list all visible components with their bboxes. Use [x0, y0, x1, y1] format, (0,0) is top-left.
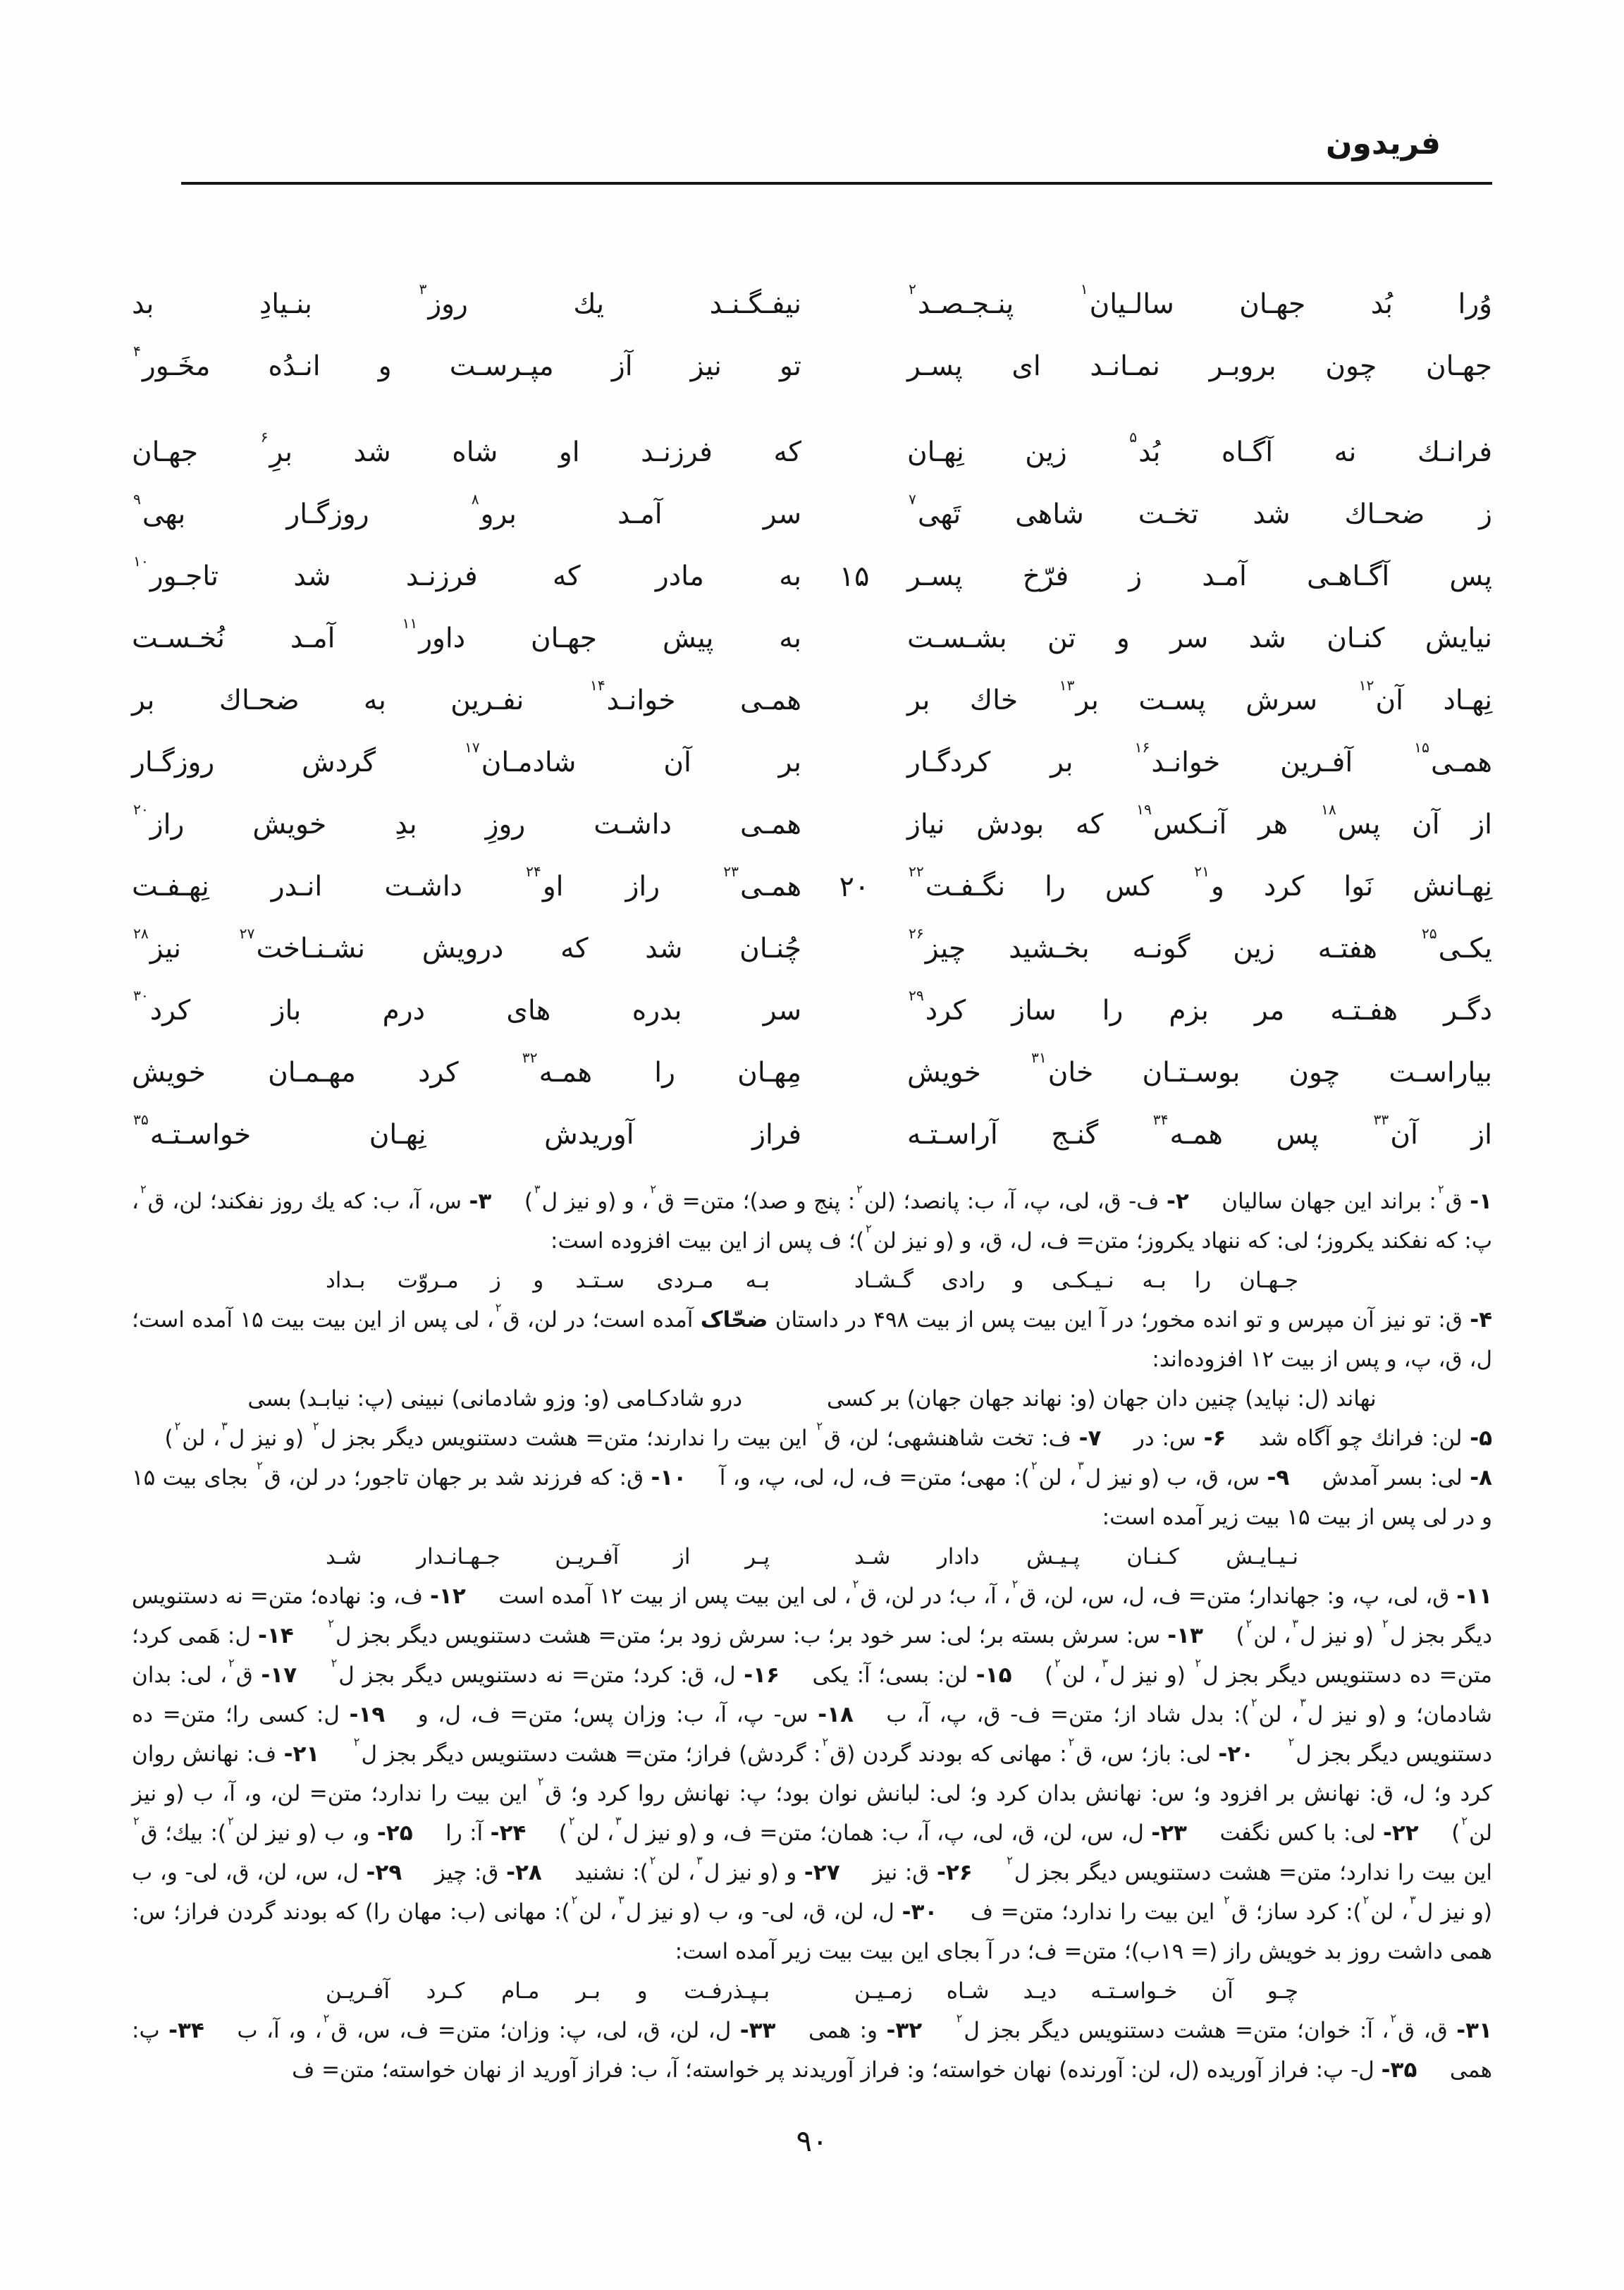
- verse-row: [132, 1104, 1492, 1166]
- poem: [132, 274, 1492, 1166]
- verse-row: [132, 794, 1492, 856]
- couplet-number: ۱۵: [839, 561, 870, 593]
- footnote-verse: [132, 1971, 1492, 2011]
- footnote-paragraph: ۳۱- ق، ق$^۲$، آ: خوان؛ متن= هشت دستنویس دیگر بجز ل$^۲$ ۳۲- و: همی ۳۳- ل، لن، ق، لی، پ: وزان؛ متن= ف، س، ق$^۲$، و، آ، ب ۳۴- پ: همی ۳۵- ل- پ: فراز آوریده (ل، لن: آورنده) نهان خواسته؛ و: فراز آوریدند پر خواسته؛ آ، ب: فراز آورید از نهان خواسته؛ متن= ف: [132, 2012, 1492, 2083]
- hemistich-first: دگـر هفـتـه مر بزم را ساز كرد$^{۲۹}$: [909, 986, 1492, 1027]
- stanza-gap: [132, 398, 1492, 422]
- verse-row: [132, 670, 1492, 732]
- footnote-ref: ۴: [133, 342, 141, 360]
- footnote-verse-hemistich-first: چـو آن خـواسـتـه دیـد شـاه زمـیـن: [854, 1978, 1298, 2004]
- footnote-ref: ۳۲: [522, 1048, 538, 1066]
- footnote-ref: ۳۱: [1031, 1048, 1047, 1066]
- hemistich-second: بر آن شادمـان$^{۱۷}$ گردش روزگـار: [132, 738, 801, 778]
- hemistich-second: به پیش جهـان داور$^{۱۱}$ آمـد نُخـسـت: [132, 614, 801, 654]
- footnote-ref: ۱۴: [589, 676, 605, 694]
- footnote-ref: ۳۴: [1152, 1110, 1169, 1128]
- hemistich-second: همـی داشـت روزِ بدِ خویش راز$^{۲۰}$: [133, 800, 801, 840]
- footnote-ref: ۳۰: [133, 986, 149, 1004]
- footnote-verse: [132, 1261, 1492, 1300]
- footnote-ref: ۱۲: [1358, 676, 1374, 694]
- footnote-verse-hemistich-second: پـر از آفـریـن جـهـانـدار شـد: [326, 1544, 770, 1569]
- page-number: ۹۰: [796, 2124, 828, 2158]
- verse-row: [132, 336, 1492, 398]
- footnote-ref: ۲۶: [909, 924, 924, 942]
- footnote-ref: ۲۳: [723, 862, 739, 880]
- hemistich-first: پس آگـاهـی آمـد ز فرّخ پسـر: [907, 561, 1492, 592]
- verse-row: [132, 856, 1492, 918]
- hemistich-second: كه فرزنـد او شاه شد برِ$^۶$ جهـان: [132, 428, 801, 468]
- footnote-ref: ۲۲: [909, 862, 924, 880]
- footnote-ref: ۲۹: [909, 986, 924, 1004]
- footnote-paragraph: ۱۱- ق، لی، پ، و: جهاندار؛ متن= ف، ل، س، لن، ق$^۲$، آ، ب؛ در لن، ق$^۲$، لی این بیت پس از بیت ۱۲ آمده است ۱۲- ف، و: نهاده؛ متن= نه دستنویس دیگر بجز ل$^۲$ (و نیز ل$^۳$، لن$^۲$) ۱۳- س: سرش بسته بر؛ لی: سر خود بر؛ ب: سرش زود بر؛ متن= هشت دستنویس دیگر بجز ل$^۲$ ۱۴- ل: هَمی كرد؛ متن= ده دستنویس دیگر بجز ل$^۲$ (و نیز ل$^۳$، لن$^۲$) ۱۵- لن: بسی؛ آ: یكی ۱۶- ل، ق: كرد؛ متن= نه دستنویس دیگر بجز ل$^۲$ ۱۷- ق$^۲$، لی: بدان شادمان؛ و (و نیز ل$^۳$، لن$^۲$): بدل شاد از؛ متن= ف- ق، پ، آ، ب ۱۸- س- پ، آ، ب: وزان پس؛ متن= ف، ل، و ۱۹- ل: كسی را؛ متن= ده دستنویس دیگر بجز ل$^۲$ ۲۰- لی: باز؛ س، ق$^۲$: مهانی كه بودند گردن (ق$^۲$: گردش) فراز؛ متن= هشت دستنویس دیگر بجز ل$^۲$ ۲۱- ف: نهانش روان كرد و؛ ل، ق: نهانش بر افزود و؛ س: نهانش بدان كرد و؛ لی: لبانش نوان بود؛ پ: نهانش روا كرد و؛ ق$^۲$ این بیت را ندارد؛ متن= لن، و، آ، ب (و نیز لن$^۲$) ۲۲- لی: با كس نگفت ۲۳- ل، س، لن، ق، لی، پ، آ، ب: همان؛ متن= ف، و (و نیز ل$^۳$، لن$^۲$) ۲۴- آ: را ۲۵- و، ب (و نیز لن$^۲$): بیك؛ ق$^۲$ این بیت را ندارد؛ متن= هشت دستنویس دیگر بجز ل$^۲$ ۲۶- ق: نیز ۲۷- و (و نیز ل$^۳$، لن$^۲$): نشنید ۲۸- ق: چیز ۲۹- ل، س، لن، ق، لی- و، ب (و نیز ل$^۳$، لن$^۲$): كرد ساز؛ ق$^۲$ این بیت را ندارد؛ متن= ف ۳۰- ل، لن، ق، لی- و، ب (و نیز ل$^۳$، لن$^۲$): مهانی (ب: مهان را) كه بودند گردن فراز؛ س: همی داشت روز بد خویش راز (= ۱۹ب)؛ متن= ف؛ در آ بجای این بیت بیت زیر آمده است:: [132, 1577, 1493, 1964]
- footnote-ref: ۲۴: [526, 862, 541, 880]
- footnote-ref: ۱۷: [464, 738, 480, 756]
- running-head-title: فریدون: [1325, 125, 1441, 161]
- verse-row: [132, 980, 1492, 1042]
- hemistich-second: نیفـگـنـد یك روز$^۳$ بنـیادِ بد: [132, 280, 801, 320]
- footnote-ref: ۲۰: [133, 800, 149, 818]
- footnote-ref: ۹: [133, 490, 141, 508]
- hemistich-second: فراز آوریدش نِهـان خواسـتـه$^{۳۵}$: [133, 1110, 801, 1151]
- footnote-paragraph: ۵- لن: فرانك چو آگاه شد ۶- س: در ۷- ف: تخت شاهنشهی؛ لن، ق$^۲$ این بیت را ندارند؛ متن= هشت دستنویس دیگر بجز ل$^۲$ (و نیز ل$^۳$، لن$^۲$) ۸- لی: بسر آمدش ۹- س، ق، ب (و نیز ل$^۳$، لن$^۲$): مهی؛ متن= ف، ل، لی، پ، و، آ ۱۰- ق: كه فرزند شد بر جهان تاجور؛ در لن، ق$^۲$ بجای بیت ۱۵ و در لی پس از بیت ۱۵ بیت زیر آمده است:: [132, 1419, 1493, 1530]
- hemistich-first: همـی$^{۱۵}$ آفـرین خوانـد$^{۱۶}$ بر كردگـار: [907, 738, 1492, 778]
- footnote-verse-hemistich-second: بـپـذرفـت و بـر مـام كـرد آفـریـن: [326, 1978, 770, 2004]
- footnote-ref: ۳: [419, 280, 427, 298]
- hemistich-first: از آن پس$^{۱۸}$ هر آنـكس$^{۱۹}$ كه بودش نیاز: [907, 800, 1493, 840]
- hemistich-first: بیاراسـت چون بوسـتـان خان$^{۳۱}$ خویش: [907, 1048, 1492, 1089]
- footnote-ref: ۸: [471, 490, 479, 508]
- hemistich-first: فرانـك نه آگـاه بُد$^۵$ زین نِهـان: [907, 428, 1492, 468]
- footnote-ref: ۱۹: [1136, 800, 1152, 818]
- hemistich-second: همـی خوانـد$^{۱۴}$ نفـرین به ضحـاك بر: [132, 676, 801, 716]
- verse-row: [132, 918, 1492, 980]
- hemistich-second: چُنـان شد كه درویش نشـنـاخت$^{۲۷}$ نیز$^{۲۸}$: [133, 924, 802, 965]
- footnote-verse-hemistich-second: درو شادكـامی (و: وزو شادمانی) نبینی (پ: نیابـد) بسی: [247, 1386, 743, 1412]
- footnote-verse-hemistich-first: جـهـان را بـه نـیـكـی و رادی گـشـاد: [854, 1268, 1298, 1293]
- footnote-ref: ۲۷: [239, 924, 255, 942]
- hemistich-second: همـی$^{۲۳}$ راز او$^{۲۴}$ داشـت انـدر نِهـفـت: [132, 862, 802, 902]
- verse-row: [132, 274, 1492, 336]
- hemistich-second: سر آمـد برو$^۸$ روزگـار بهی$^۹$: [133, 490, 801, 530]
- footnote-ref: ۱۱: [402, 614, 418, 632]
- hemistich-first: جهـان چون بروبـر نمـانـد ای پسـر: [907, 350, 1492, 382]
- header-divider: [181, 182, 1492, 185]
- footnote-ref: ۲۵: [1421, 924, 1437, 942]
- couplet-number: ۲۰: [839, 871, 870, 903]
- hemistich-first: نیایش كنـان شد سر و تن بشـسـت: [907, 623, 1492, 654]
- footnote-paragraph: ۱- ق$^۲$: براند این جهان سالیان ۲- ف- ق، لی، پ، آ، ب: پانصد؛ (لن$^۲$: پنج و صد)؛ متن= ق$^۲$، و (و نیز ل$^۳$) ۳- س، آ، ب: كه یك روز نفكند؛ لن، ق$^۲$، پ: كه نفكند یكروز؛ لی: كه ننهاد یكروز؛ متن= ف، ل، ق، و (و نیز لن$^۲$)؛ ف پس از این بیت افزوده است:: [132, 1182, 1492, 1254]
- hemistich-second: سر بدره های درم باز كرد$^{۳۰}$: [133, 986, 801, 1027]
- hemistich-first: از آن$^{۳۳}$ پس همـه$^{۳۴}$ گنـج آراسـتـه: [907, 1110, 1492, 1151]
- verse-row: [132, 608, 1492, 670]
- verse-row: [132, 1042, 1492, 1104]
- hemistich-first: یكـی$^{۲۵}$ هفتـه زین گونـه بخـشید چیز$^{۲۶}$: [909, 924, 1492, 965]
- footnote-ref: ۱۶: [1134, 738, 1150, 756]
- hemistich-first: نِهـانش نَوا كرد و$^{۲۱}$ كس را نگـفـت$^{۲۲}$: [909, 862, 1493, 902]
- verse-row: [132, 484, 1492, 546]
- hemistich-first: وُرا بُد جهـان سالـیان$^۱$ پنـجـصـد$^۲$: [909, 280, 1492, 320]
- verse-row: [132, 422, 1492, 484]
- verse-row: [132, 546, 1492, 608]
- footnote-verse: [132, 1379, 1492, 1419]
- footnote-ref: ۵: [1129, 428, 1138, 446]
- hemistich-first: ز ضحـاك شد تخـت شاهی تَهی$^۷$: [909, 490, 1492, 530]
- footnote-ref: ۱۸: [1320, 800, 1336, 818]
- footnote-verse-hemistich-second: بـه مـردی سـتـد و ز مـروّت بـداد: [326, 1268, 770, 1293]
- footnote-ref: ۲۱: [1194, 862, 1210, 880]
- footnote-ref: ۶: [260, 428, 269, 446]
- footnote-ref: ۳۵: [133, 1110, 149, 1128]
- apparatus: [132, 1182, 1492, 2090]
- footnote-ref: ۲۸: [133, 924, 149, 942]
- footnote-ref: ۱۰: [133, 552, 149, 570]
- footnote-ref: ۲: [909, 280, 916, 298]
- footnote-verse: [132, 1537, 1492, 1576]
- hemistich-first: نِهـاد آن$^{۱۲}$ سرش پسـت بر$^{۱۳}$ خاك بر: [907, 676, 1492, 716]
- footnote-paragraph: ۴- ق: تو نیز آن مپرس و تو انده مخور؛ در آ این بیت پس از بیت ۴۹۸ در داستان ضحّاک آمده است؛ در لن، ق$^۲$، لی پس از این بیت بیت ۱۵ آمده است؛ ل، ق، پ، و پس از بیت ۱۲ افزوده‌اند:: [132, 1301, 1493, 1372]
- footnote-ref: ۳۳: [1373, 1110, 1389, 1128]
- footnote-ref: ۱۵: [1414, 738, 1429, 756]
- footnote-verse-hemistich-first: نـیـایـش كـنـان پـیـش دادار شـد: [854, 1544, 1298, 1569]
- verse-row: [132, 732, 1492, 794]
- footnote-ref: ۱: [1080, 280, 1088, 298]
- footnote-ref: ۱۳: [1059, 676, 1075, 694]
- hemistich-second: به مادر كه فرزنـد شد تاجـور$^{۱۰}$: [133, 552, 801, 592]
- hemistich-second: تو نیز آز مپـرسـت و انـدُه مخَـور$^۴$: [133, 342, 801, 382]
- hemistich-second: مِهـان را همـه$^{۳۲}$ كرد مهـمـان خویش: [132, 1048, 801, 1089]
- footnote-ref: ۷: [909, 490, 916, 508]
- footnote-verse-hemistich-first: نهاند (ل: نپاید) چنین دان جهان (و: نهاند جهان جهان) بر كسی: [827, 1386, 1377, 1412]
